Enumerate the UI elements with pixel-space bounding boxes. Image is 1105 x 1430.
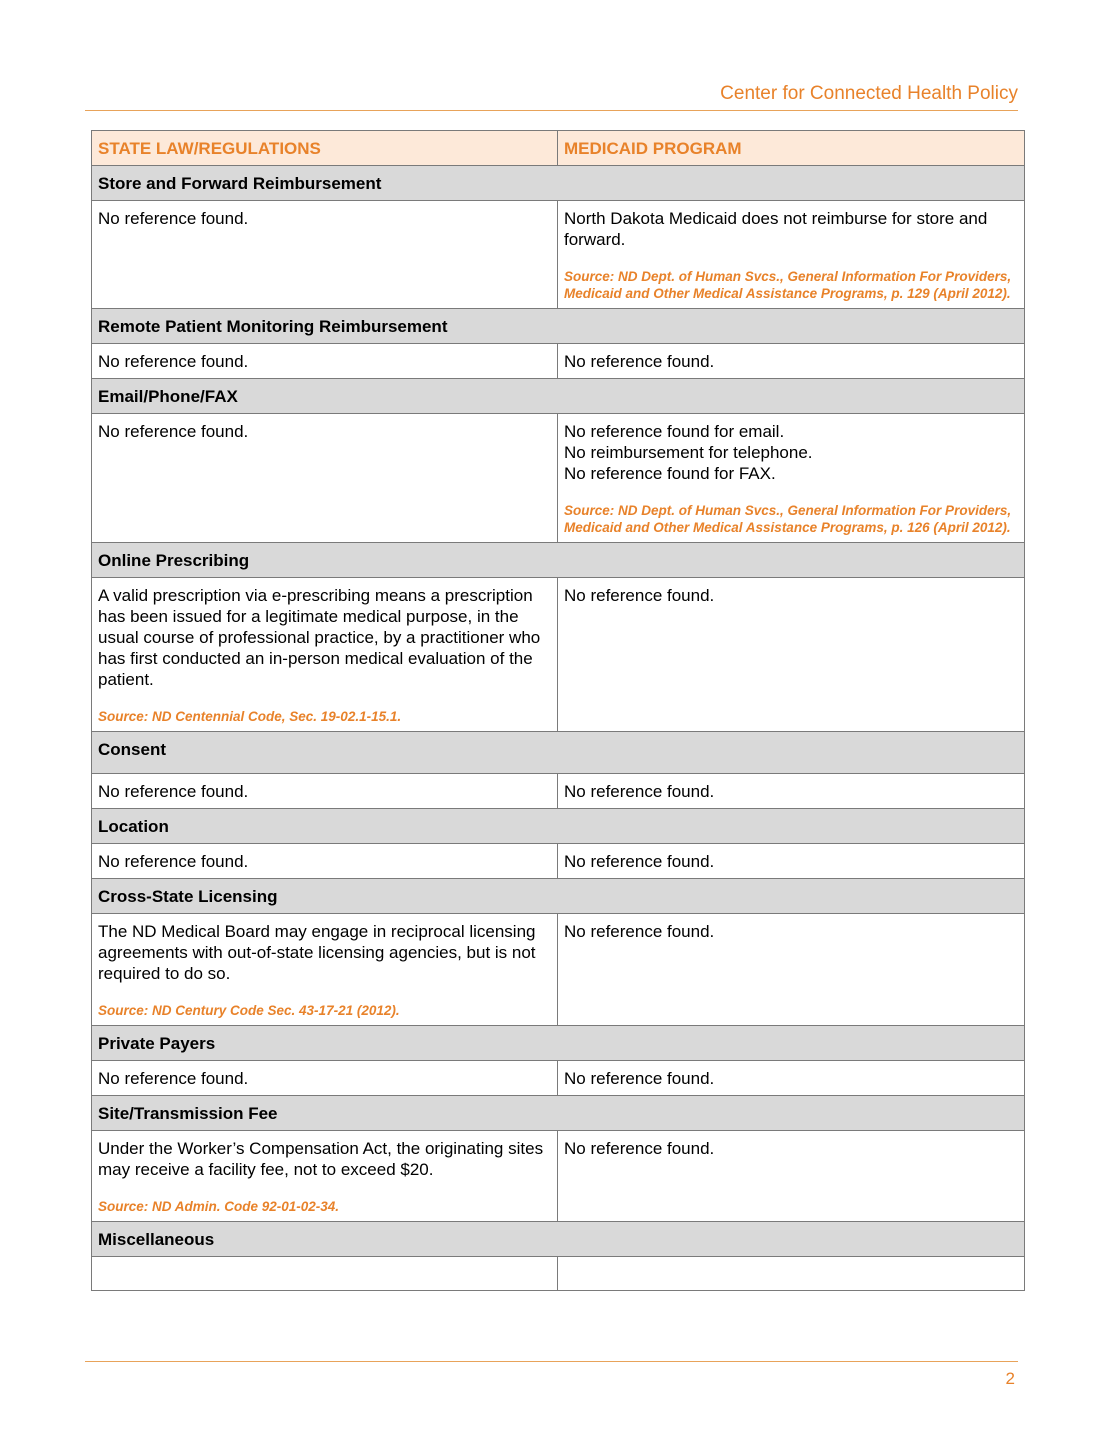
table-row (92, 774, 1025, 809)
medicaid-cell (558, 1061, 1025, 1096)
medicaid-cell (558, 844, 1025, 879)
table-row (92, 414, 1025, 543)
table-row (92, 844, 1025, 879)
section-title: Cross-State Licensing (92, 879, 1025, 914)
section-title: Consent (92, 732, 1025, 774)
source-citation: Source: ND Centennial Code, Sec. 19-02.1-15.1. (98, 709, 402, 724)
table-row (92, 1131, 1025, 1222)
state-law-cell (92, 344, 558, 379)
section-title: Miscellaneous (92, 1222, 1025, 1257)
state-law-cell (92, 844, 558, 879)
section-header-row (92, 1222, 1025, 1257)
column-header-state-law: STATE LAW/REGULATIONS (92, 131, 558, 166)
cell-text: The ND Medical Board may engage in reciprocal licensing agreements with out-of-state licensing agencies, but is not required to do so. (98, 922, 536, 983)
section-header-row (92, 543, 1025, 578)
section-title: Store and Forward Reimbursement (92, 166, 1025, 201)
cell-text: No reference found. (564, 1139, 715, 1158)
medicaid-cell (558, 578, 1025, 732)
source-citation: Source: ND Dept. of Human Svcs., General Information For Providers, Medicaid and Other Medical Assistance Programs, p. 129 (April 2012). (564, 269, 1012, 301)
section-header-row (92, 879, 1025, 914)
cell-text: No reimbursement for telephone. (564, 443, 813, 462)
medicaid-cell (558, 344, 1025, 379)
state-law-cell (92, 914, 558, 1026)
cell-text: No reference found. (98, 852, 249, 871)
source-citation: Source: ND Dept. of Human Svcs., General Information For Providers, Medicaid and Other Medical Assistance Programs, p. 126 (April 2012). (564, 503, 1012, 535)
policy-table-body (92, 131, 1025, 1291)
cell-text: No reference found. (564, 586, 715, 605)
cell-text: Under the Worker’s Compensation Act, the originating sites may receive a facility fee, not to exceed $20. (98, 1139, 544, 1179)
header-divider (85, 110, 1018, 111)
source-citation: Source: ND Century Code Sec. 43-17-21 (2012). (98, 1003, 400, 1018)
cell-text: No reference found. (98, 1069, 249, 1088)
cell-text: No reference found. (98, 209, 249, 228)
section-title: Remote Patient Monitoring Reimbursement (92, 309, 1025, 344)
section-header-row (92, 379, 1025, 414)
column-header-medicaid: MEDICAID PROGRAM (558, 131, 1025, 166)
state-law-cell (92, 578, 558, 732)
table-row (92, 914, 1025, 1026)
medicaid-cell (558, 414, 1025, 543)
header-title: Center for Connected Health Policy (720, 83, 1018, 104)
cell-text: No reference found. (564, 922, 715, 941)
medicaid-cell (558, 1131, 1025, 1222)
cell-text: No reference found. (564, 352, 715, 371)
state-law-cell (92, 1061, 558, 1096)
section-header-row (92, 309, 1025, 344)
footer-divider (85, 1361, 1018, 1362)
cell-text: No reference found. (564, 1069, 715, 1088)
state-law-cell (92, 1257, 558, 1291)
table-row (92, 1061, 1025, 1096)
section-header-row (92, 732, 1025, 774)
section-header-row (92, 1096, 1025, 1131)
medicaid-cell (558, 201, 1025, 309)
section-header-row (92, 166, 1025, 201)
cell-text: No reference found. (98, 782, 249, 801)
table-row (92, 578, 1025, 732)
cell-text: No reference found. (564, 852, 715, 871)
section-header-row (92, 809, 1025, 844)
cell-text: No reference found. (98, 352, 249, 371)
table-row (92, 1257, 1025, 1291)
section-title: Site/Transmission Fee (92, 1096, 1025, 1131)
section-title: Private Payers (92, 1026, 1025, 1061)
medicaid-cell (558, 914, 1025, 1026)
state-law-cell (92, 414, 558, 543)
cell-text: North Dakota Medicaid does not reimburse for store and forward. (564, 209, 988, 249)
section-header-row (92, 1026, 1025, 1061)
table-row (92, 344, 1025, 379)
policy-table (91, 130, 1025, 1291)
cell-text: No reference found for FAX. (564, 464, 776, 483)
cell-text: A valid prescription via e-prescribing means a prescription has been issued for a legitimate medical purpose, in the usual course of professional practice, by a practitioner who has first conducted an in-person medical evaluation of the patient. (98, 586, 541, 689)
page-number: 2 (1005, 1369, 1015, 1388)
section-title: Location (92, 809, 1025, 844)
cell-text: No reference found for email. (564, 422, 785, 441)
state-law-cell (92, 1131, 558, 1222)
table-header-row (92, 131, 1025, 166)
state-law-cell (92, 774, 558, 809)
medicaid-cell (558, 774, 1025, 809)
medicaid-cell (558, 1257, 1025, 1291)
section-title: Online Prescribing (92, 543, 1025, 578)
source-citation: Source: ND Admin. Code 92-01-02-34. (98, 1199, 340, 1214)
state-law-cell (92, 201, 558, 309)
section-title: Email/Phone/FAX (92, 379, 1025, 414)
cell-text: No reference found. (564, 782, 715, 801)
cell-text: No reference found. (98, 422, 249, 441)
table-row (92, 201, 1025, 309)
